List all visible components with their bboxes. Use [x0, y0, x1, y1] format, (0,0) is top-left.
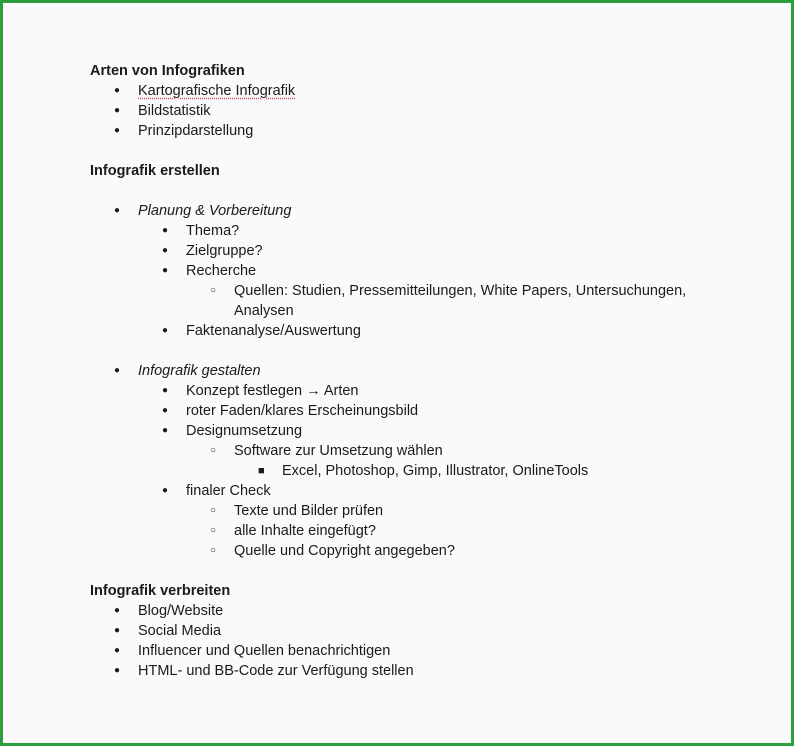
circle-bullet-icon: ○ [210, 285, 217, 296]
document-body [3, 3, 791, 743]
heading-arten: Arten von Infografiken [90, 63, 245, 79]
bullet-icon: ● [162, 265, 169, 276]
circle-bullet-icon: ○ [210, 545, 217, 556]
bullet-icon: ● [114, 605, 121, 616]
bullet-icon: ● [162, 225, 169, 236]
list-item-gestalten: Infografik gestalten [138, 363, 261, 379]
list-item-text: Kartografische Infografik [138, 83, 296, 99]
bullet-icon: ● [114, 105, 121, 116]
bullet-icon: ● [114, 125, 121, 136]
bullet-icon: ● [114, 365, 121, 376]
list-item-software: Software zur Umsetzung wählen [234, 443, 443, 459]
bullet-icon: ● [162, 425, 169, 436]
circle-bullet-icon: ○ [210, 505, 217, 516]
list-item-recherche: Recherche [186, 263, 257, 279]
circle-bullet-icon: ○ [210, 445, 217, 456]
bullet-icon: ● [114, 665, 121, 676]
list-item-roter-faden: roter Faden/klares Erscheinungsbild [186, 403, 419, 419]
bullet-icon: ● [162, 385, 169, 396]
bullet-icon: ● [114, 205, 121, 216]
heading-verbreiten: Infografik verbreiten [90, 583, 231, 599]
bullet-icon: ● [114, 625, 121, 636]
list-item-finaler-check: finaler Check [186, 483, 271, 499]
list-item-prinzip: Prinzipdarstellung [138, 123, 254, 139]
list-item-quelle: Quelle und Copyright angegeben? [234, 543, 455, 559]
bullet-icon: ● [162, 325, 169, 336]
list-item-konzept: Konzept festlegen → Arten [186, 383, 359, 399]
bullet-icon: ● [114, 85, 121, 96]
list-item-inhalte: alle Inhalte eingefügt? [234, 523, 376, 539]
list-item-thema: Thema? [186, 223, 240, 239]
list-item-influencer: Influencer und Quellen benachrichtigen [138, 643, 391, 659]
list-item-kartografische [138, 81, 295, 101]
list-item-html: HTML- und BB-Code zur Verfügung stellen [138, 663, 414, 679]
list-item-tools: Excel, Photoshop, Gimp, Illustrator, OnlineTools [282, 463, 589, 479]
circle-bullet-icon: ○ [210, 525, 217, 536]
list-item-blog: Blog/Website [138, 603, 224, 619]
square-bullet-icon: ■ [258, 465, 265, 477]
list-item-zielgruppe: Zielgruppe? [186, 243, 263, 259]
list-item-social: Social Media [138, 623, 222, 639]
list-item-texte: Texte und Bilder prüfen [234, 503, 384, 519]
list-item-quellen: Quellen: Studien, Pressemitteilungen, White Papers, Untersuchungen, [234, 283, 687, 299]
heading-erstellen: Infografik erstellen [90, 163, 220, 179]
bullet-icon: ● [114, 645, 121, 656]
bullet-icon: ● [162, 485, 169, 496]
list-item-quellen-cont: Analysen [234, 303, 294, 319]
list-item-faktenanalyse: Faktenanalyse/Auswertung [186, 323, 361, 339]
bullet-icon: ● [162, 245, 169, 256]
list-item-planung: Planung & Vorbereitung [138, 203, 292, 219]
bullet-icon: ● [162, 405, 169, 416]
list-item-designumsetzung: Designumsetzung [186, 423, 303, 439]
list-item-bildstatistik: Bildstatistik [138, 103, 211, 119]
